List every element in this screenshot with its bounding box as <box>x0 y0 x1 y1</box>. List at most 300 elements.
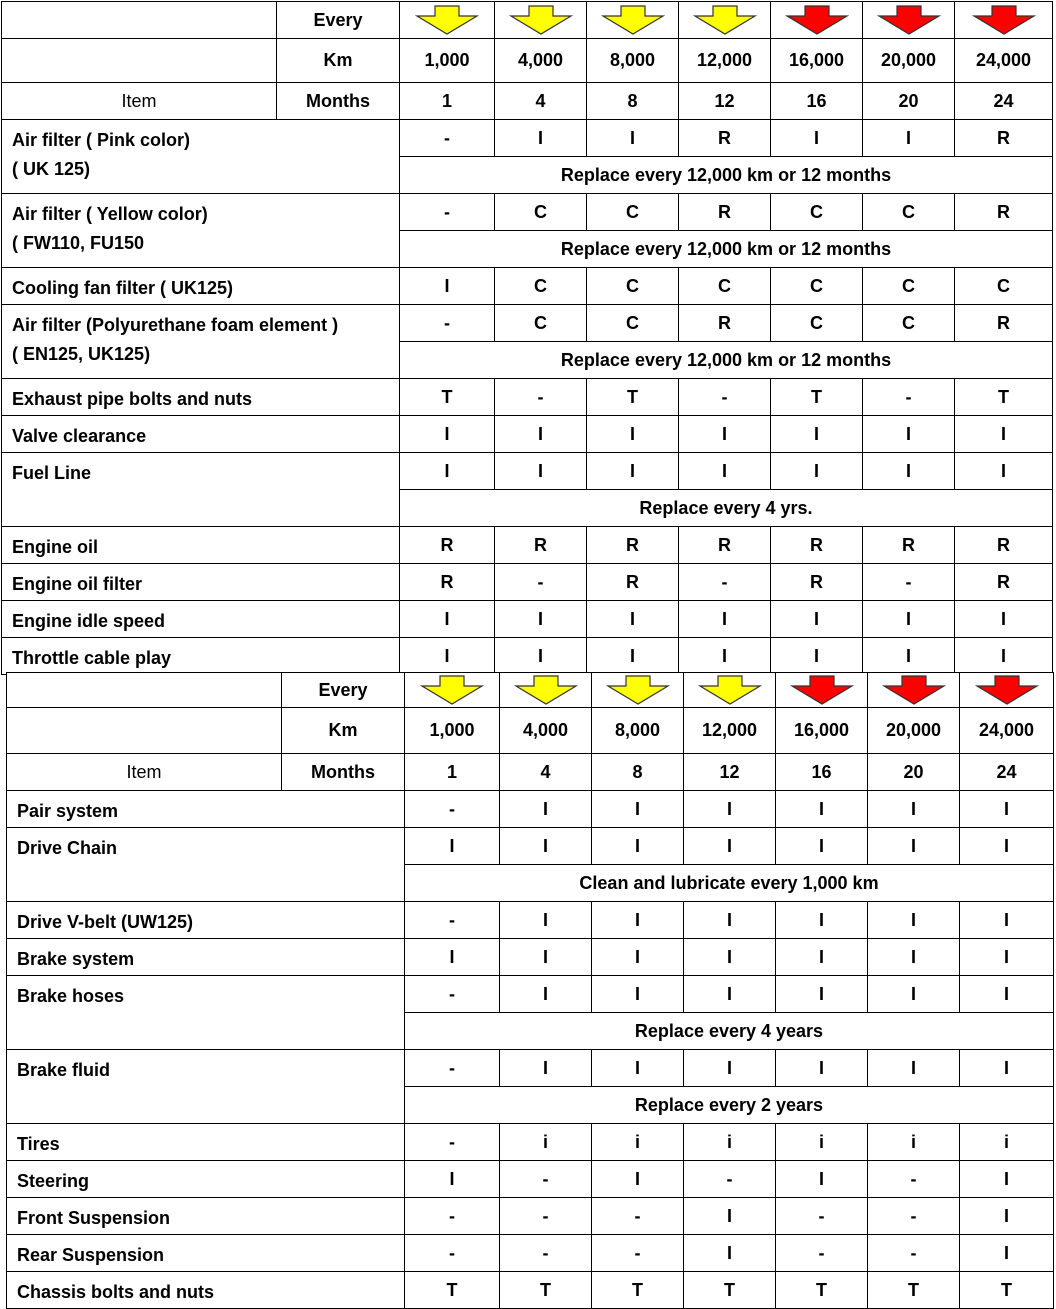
schedule-note: Replace every 12,000 km or 12 months <box>400 231 1053 268</box>
schedule-cell: C <box>863 194 955 231</box>
months-value: 24 <box>960 754 1054 791</box>
header-row-months <box>2 83 1053 120</box>
schedule-cell: I <box>495 638 587 675</box>
header-row-km <box>7 708 1054 754</box>
schedule-cell: T <box>684 1272 776 1309</box>
schedule-cell: - <box>495 379 587 416</box>
schedule-cell: I <box>868 902 960 939</box>
item-name <box>2 564 400 601</box>
schedule-cell: I <box>592 939 684 976</box>
schedule-cell: C <box>771 194 863 231</box>
arrow-cell <box>863 2 955 39</box>
schedule-cell: - <box>500 1235 592 1272</box>
item-name-line: Pair system <box>17 801 119 821</box>
yellow-down-arrow-icon <box>606 675 670 705</box>
item-name <box>2 453 400 527</box>
item-name-line: Engine oil <box>12 537 99 557</box>
months-value: 20 <box>863 83 955 120</box>
item-name <box>7 1161 405 1198</box>
months-value: 20 <box>868 754 960 791</box>
schedule-cell: R <box>771 527 863 564</box>
schedule-cell: I <box>592 828 684 865</box>
schedule-cell: - <box>679 379 771 416</box>
schedule-cell: i <box>776 1124 868 1161</box>
arrow-cell <box>500 673 592 708</box>
km-value: 4,000 <box>495 39 587 83</box>
item-name-line: Chassis bolts and nuts <box>17 1282 215 1302</box>
schedule-cell: I <box>684 939 776 976</box>
schedule-cell: T <box>405 1272 500 1309</box>
schedule-cell: - <box>863 564 955 601</box>
table-row <box>2 305 1053 342</box>
item-name-line: ( EN125, UK125) <box>12 344 151 364</box>
item-name-line: Valve clearance <box>12 426 147 446</box>
item-name <box>2 416 400 453</box>
schedule-cell: I <box>400 601 495 638</box>
schedule-cell: I <box>495 120 587 157</box>
item-name-line: Front Suspension <box>17 1208 170 1228</box>
schedule-cell: I <box>960 1198 1054 1235</box>
schedule-cell: R <box>679 527 771 564</box>
item-name-line: Brake hoses <box>17 986 125 1006</box>
table-row <box>7 1050 1054 1087</box>
yellow-down-arrow-icon <box>420 675 484 705</box>
item-name-line: Cooling fan filter ( UK125) <box>12 278 234 298</box>
schedule-cell: C <box>495 305 587 342</box>
schedule-cell: i <box>592 1124 684 1161</box>
months-label: Months <box>282 754 405 791</box>
item-name <box>2 638 400 675</box>
schedule-cell: C <box>587 305 679 342</box>
schedule-cell: T <box>868 1272 960 1309</box>
table-row <box>2 194 1053 231</box>
km-value: 1,000 <box>400 39 495 83</box>
schedule-cell: - <box>405 1124 500 1161</box>
schedule-cell: I <box>500 1050 592 1087</box>
schedule-cell: I <box>776 828 868 865</box>
item-name <box>2 194 400 268</box>
every-label: Every <box>282 673 405 708</box>
table-row <box>7 976 1054 1013</box>
schedule-cell: I <box>960 902 1054 939</box>
schedule-cell: I <box>495 601 587 638</box>
maintenance-table-2 <box>6 672 1054 1309</box>
schedule-cell: I <box>863 120 955 157</box>
table-row <box>7 1235 1054 1272</box>
km-value: 8,000 <box>592 708 684 754</box>
item-name <box>2 305 400 379</box>
schedule-cell: R <box>955 305 1053 342</box>
schedule-cell: I <box>955 453 1053 490</box>
km-value: 20,000 <box>868 708 960 754</box>
schedule-cell: C <box>955 268 1053 305</box>
schedule-cell: R <box>955 564 1053 601</box>
schedule-cell: T <box>400 379 495 416</box>
schedule-cell: - <box>405 902 500 939</box>
item-name <box>7 828 405 902</box>
schedule-cell: I <box>400 638 495 675</box>
schedule-cell: I <box>679 416 771 453</box>
item-label: Item <box>7 754 282 791</box>
schedule-cell: - <box>863 379 955 416</box>
schedule-cell: R <box>771 564 863 601</box>
schedule-cell: I <box>868 939 960 976</box>
schedule-cell: R <box>587 527 679 564</box>
table-row <box>2 120 1053 157</box>
schedule-cell: - <box>405 791 500 828</box>
schedule-cell: - <box>400 194 495 231</box>
schedule-cell: C <box>587 194 679 231</box>
item-name-line: Engine idle speed <box>12 611 166 631</box>
schedule-cell: I <box>771 638 863 675</box>
schedule-cell: I <box>960 828 1054 865</box>
months-value: 12 <box>684 754 776 791</box>
item-name <box>7 939 405 976</box>
schedule-note: Replace every 12,000 km or 12 months <box>400 342 1053 379</box>
schedule-cell: I <box>684 1050 776 1087</box>
schedule-cell: - <box>400 305 495 342</box>
schedule-cell: - <box>405 1235 500 1272</box>
schedule-cell: - <box>776 1235 868 1272</box>
header-blank <box>2 39 277 83</box>
schedule-cell: i <box>960 1124 1054 1161</box>
months-value: 12 <box>679 83 771 120</box>
table-row <box>7 1124 1054 1161</box>
item-label: Item <box>2 83 277 120</box>
schedule-cell: I <box>400 268 495 305</box>
schedule-cell: I <box>684 1198 776 1235</box>
schedule-note: Replace every 4 years <box>405 1013 1054 1050</box>
months-value: 1 <box>400 83 495 120</box>
months-value: 4 <box>500 754 592 791</box>
schedule-cell: - <box>679 564 771 601</box>
schedule-cell: I <box>863 416 955 453</box>
schedule-cell: I <box>955 416 1053 453</box>
schedule-cell: I <box>684 1235 776 1272</box>
header-blank <box>7 673 282 708</box>
schedule-cell: I <box>495 453 587 490</box>
schedule-cell: i <box>500 1124 592 1161</box>
item-name <box>7 1198 405 1235</box>
schedule-cell: I <box>776 791 868 828</box>
schedule-cell: C <box>863 268 955 305</box>
item-name <box>7 1050 405 1124</box>
schedule-cell: R <box>679 194 771 231</box>
schedule-cell: R <box>679 120 771 157</box>
schedule-cell: C <box>771 268 863 305</box>
schedule-cell: T <box>500 1272 592 1309</box>
item-name <box>7 1272 405 1309</box>
schedule-cell: I <box>400 453 495 490</box>
schedule-note: Replace every 12,000 km or 12 months <box>400 157 1053 194</box>
red-down-arrow-icon <box>785 5 849 35</box>
schedule-cell: I <box>500 902 592 939</box>
schedule-cell: I <box>960 1235 1054 1272</box>
table-row <box>2 638 1053 675</box>
schedule-cell: T <box>771 379 863 416</box>
months-value: 24 <box>955 83 1053 120</box>
item-name-line: Fuel Line <box>12 463 92 483</box>
item-name <box>7 1124 405 1161</box>
schedule-cell: I <box>771 120 863 157</box>
schedule-cell: I <box>679 638 771 675</box>
yellow-down-arrow-icon <box>693 5 757 35</box>
schedule-cell: I <box>776 976 868 1013</box>
header-row-months <box>7 754 1054 791</box>
arrow-cell <box>679 2 771 39</box>
item-name-line: Air filter ( Yellow color) <box>12 204 208 224</box>
schedule-cell: I <box>960 1050 1054 1087</box>
schedule-cell: I <box>955 638 1053 675</box>
every-label: Every <box>277 2 400 39</box>
table-row <box>2 527 1053 564</box>
red-down-arrow-icon <box>975 675 1039 705</box>
yellow-down-arrow-icon <box>415 5 479 35</box>
schedule-cell: R <box>955 120 1053 157</box>
schedule-cell: I <box>405 939 500 976</box>
schedule-cell: I <box>500 791 592 828</box>
arrow-cell <box>495 2 587 39</box>
schedule-cell: I <box>587 453 679 490</box>
schedule-cell: I <box>684 976 776 1013</box>
schedule-cell: T <box>960 1272 1054 1309</box>
header-blank <box>2 2 277 39</box>
header-row-every <box>2 2 1053 39</box>
schedule-cell: I <box>405 1161 500 1198</box>
maintenance-table-1 <box>1 1 1053 675</box>
schedule-cell: I <box>500 939 592 976</box>
schedule-cell: I <box>863 453 955 490</box>
schedule-note: Clean and lubricate every 1,000 km <box>405 865 1054 902</box>
item-name-line: Rear Suspension <box>17 1245 165 1265</box>
arrow-cell <box>405 673 500 708</box>
item-name <box>7 902 405 939</box>
red-down-arrow-icon <box>972 5 1036 35</box>
km-value: 16,000 <box>776 708 868 754</box>
item-name-line: Exhaust pipe bolts and nuts <box>12 389 253 409</box>
schedule-cell: C <box>495 268 587 305</box>
yellow-down-arrow-icon <box>514 675 578 705</box>
schedule-cell: i <box>868 1124 960 1161</box>
km-value: 8,000 <box>587 39 679 83</box>
schedule-cell: I <box>868 1050 960 1087</box>
schedule-cell: I <box>868 976 960 1013</box>
schedule-cell: - <box>868 1161 960 1198</box>
table-row <box>7 939 1054 976</box>
schedule-note: Replace every 4 yrs. <box>400 490 1053 527</box>
km-value: 12,000 <box>684 708 776 754</box>
schedule-cell: T <box>592 1272 684 1309</box>
schedule-cell: I <box>500 976 592 1013</box>
schedule-cell: C <box>587 268 679 305</box>
item-name <box>7 1235 405 1272</box>
km-value: 24,000 <box>955 39 1053 83</box>
item-name <box>2 601 400 638</box>
yellow-down-arrow-icon <box>601 5 665 35</box>
schedule-note: Replace every 2 years <box>405 1087 1054 1124</box>
schedule-cell: I <box>684 791 776 828</box>
schedule-cell: I <box>771 453 863 490</box>
item-name <box>2 379 400 416</box>
header-row-every <box>7 673 1054 708</box>
schedule-cell: I <box>776 1161 868 1198</box>
item-name-line: Tires <box>17 1134 60 1154</box>
item-name-line: Engine oil filter <box>12 574 143 594</box>
schedule-cell: I <box>960 939 1054 976</box>
schedule-cell: R <box>955 194 1053 231</box>
km-label: Km <box>277 39 400 83</box>
item-name <box>7 791 405 828</box>
item-name-line: Drive Chain <box>17 838 118 858</box>
schedule-cell: I <box>863 638 955 675</box>
schedule-cell: I <box>868 791 960 828</box>
schedule-cell: - <box>592 1198 684 1235</box>
table-row <box>2 379 1053 416</box>
schedule-cell: I <box>679 601 771 638</box>
item-name-line: ( FW110, FU150 <box>12 233 145 253</box>
arrow-cell <box>771 2 863 39</box>
schedule-cell: I <box>960 791 1054 828</box>
item-name <box>2 120 400 194</box>
schedule-cell: - <box>405 1050 500 1087</box>
item-name-line: ( UK 125) <box>12 159 91 179</box>
arrow-cell <box>955 2 1053 39</box>
schedule-cell: I <box>776 939 868 976</box>
months-value: 8 <box>592 754 684 791</box>
km-value: 4,000 <box>500 708 592 754</box>
schedule-cell: R <box>679 305 771 342</box>
arrow-cell <box>592 673 684 708</box>
schedule-cell: - <box>500 1161 592 1198</box>
table-row <box>7 1198 1054 1235</box>
schedule-cell: T <box>587 379 679 416</box>
schedule-cell: R <box>400 564 495 601</box>
item-name-line: Air filter ( Pink color) <box>12 130 191 150</box>
table-row <box>2 601 1053 638</box>
schedule-cell: R <box>400 527 495 564</box>
schedule-cell: I <box>592 791 684 828</box>
item-name-line: Drive V-belt (UW125) <box>17 912 194 932</box>
schedule-cell: T <box>776 1272 868 1309</box>
km-value: 1,000 <box>405 708 500 754</box>
schedule-cell: I <box>771 601 863 638</box>
item-name-line: Brake system <box>17 949 135 969</box>
schedule-cell: I <box>960 1161 1054 1198</box>
schedule-cell: I <box>587 638 679 675</box>
schedule-cell: R <box>863 527 955 564</box>
months-label: Months <box>277 83 400 120</box>
item-name-line: Air filter (Polyurethane foam element ) <box>12 315 339 335</box>
km-value: 16,000 <box>771 39 863 83</box>
schedule-cell: - <box>495 564 587 601</box>
schedule-cell: - <box>868 1235 960 1272</box>
arrow-cell <box>400 2 495 39</box>
km-value: 12,000 <box>679 39 771 83</box>
schedule-cell: I <box>400 416 495 453</box>
table-row <box>2 268 1053 305</box>
item-name-line: Steering <box>17 1171 90 1191</box>
yellow-down-arrow-icon <box>509 5 573 35</box>
schedule-cell: I <box>868 828 960 865</box>
schedule-cell: R <box>587 564 679 601</box>
schedule-cell: C <box>495 194 587 231</box>
table-row <box>2 416 1053 453</box>
schedule-cell: I <box>679 453 771 490</box>
schedule-cell: - <box>868 1198 960 1235</box>
schedule-cell: - <box>500 1198 592 1235</box>
schedule-cell: T <box>955 379 1053 416</box>
schedule-cell: I <box>863 601 955 638</box>
schedule-cell: I <box>405 828 500 865</box>
schedule-cell: - <box>405 1198 500 1235</box>
table-row <box>7 828 1054 865</box>
schedule-cell: I <box>500 828 592 865</box>
schedule-cell: I <box>684 902 776 939</box>
schedule-cell: i <box>684 1124 776 1161</box>
header-blank <box>7 708 282 754</box>
table-row <box>7 902 1054 939</box>
header-row-km <box>2 39 1053 83</box>
schedule-cell: I <box>587 601 679 638</box>
km-value: 24,000 <box>960 708 1054 754</box>
schedule-cell: - <box>405 976 500 1013</box>
schedule-cell: C <box>771 305 863 342</box>
schedule-cell: I <box>960 976 1054 1013</box>
schedule-cell: I <box>955 601 1053 638</box>
table-row <box>2 453 1053 490</box>
schedule-cell: I <box>592 1050 684 1087</box>
schedule-cell: I <box>587 120 679 157</box>
schedule-cell: - <box>400 120 495 157</box>
red-down-arrow-icon <box>877 5 941 35</box>
months-value: 16 <box>771 83 863 120</box>
schedule-cell: I <box>776 902 868 939</box>
item-name <box>2 527 400 564</box>
item-name <box>2 268 400 305</box>
schedule-cell: - <box>592 1235 684 1272</box>
table-row <box>7 1161 1054 1198</box>
schedule-cell: - <box>684 1161 776 1198</box>
arrow-cell <box>776 673 868 708</box>
arrow-cell <box>868 673 960 708</box>
item-name-line: Brake fluid <box>17 1060 111 1080</box>
item-name-line: Throttle cable play <box>12 648 172 668</box>
schedule-cell: I <box>776 1050 868 1087</box>
table-row <box>7 791 1054 828</box>
table-row <box>2 564 1053 601</box>
item-name <box>7 976 405 1050</box>
months-value: 8 <box>587 83 679 120</box>
yellow-down-arrow-icon <box>698 675 762 705</box>
schedule-cell: I <box>495 416 587 453</box>
schedule-cell: I <box>592 1161 684 1198</box>
km-label: Km <box>282 708 405 754</box>
schedule-cell: - <box>776 1198 868 1235</box>
arrow-cell <box>587 2 679 39</box>
schedule-cell: R <box>955 527 1053 564</box>
months-value: 1 <box>405 754 500 791</box>
months-value: 4 <box>495 83 587 120</box>
months-value: 16 <box>776 754 868 791</box>
schedule-cell: C <box>863 305 955 342</box>
km-value: 20,000 <box>863 39 955 83</box>
arrow-cell <box>960 673 1054 708</box>
schedule-cell: I <box>587 416 679 453</box>
schedule-cell: I <box>771 416 863 453</box>
schedule-cell: R <box>495 527 587 564</box>
red-down-arrow-icon <box>790 675 854 705</box>
red-down-arrow-icon <box>882 675 946 705</box>
